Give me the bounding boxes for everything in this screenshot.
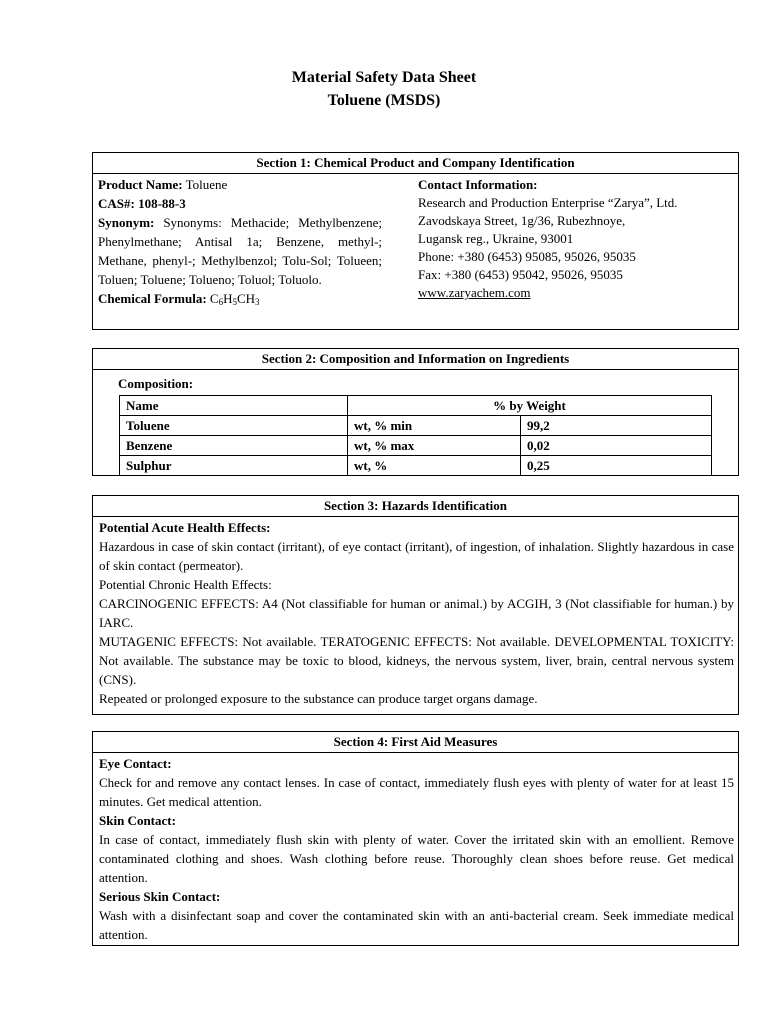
section-4 [92, 731, 739, 946]
website-link[interactable]: www.zaryachem.com [418, 285, 531, 300]
contact-line: Zavodskaya Street, 1g/36, Rubezhnoye, [418, 213, 626, 228]
product-name-value: Toluene [185, 177, 228, 192]
chemical-formula [98, 289, 382, 308]
section-2 [92, 348, 739, 476]
table-row [120, 416, 712, 436]
contact-fax: Fax: +380 (6453) 95042, 95026, 95035 [418, 267, 623, 282]
section-3 [92, 495, 739, 715]
serious-skin-contact-label: Serious Skin Contact: [99, 889, 221, 904]
composition-label: Composition: [118, 376, 194, 391]
cell-name: Sulphur [120, 456, 348, 476]
synonym-label: Synonym: [98, 215, 155, 230]
header-name: Name [120, 396, 348, 416]
chronic-label: Potential Chronic Health Effects: [99, 577, 272, 592]
cell-value: 0,25 [521, 456, 712, 476]
cell-name: Benzene [120, 436, 348, 456]
product-info [98, 175, 382, 308]
section-4-heading: Section 4: First Aid Measures [93, 732, 738, 753]
contact-info [418, 175, 736, 302]
contact-phone: Phone: +380 (6453) 95085, 95026, 95035 [418, 249, 636, 264]
first-aid-body [99, 754, 734, 944]
acute-label: Potential Acute Health Effects: [99, 520, 271, 535]
repeated-exposure-text: Repeated or prolonged exposure to the substance can produce target organs damage. [99, 691, 538, 706]
product-name-label: Product Name: [98, 177, 183, 192]
mutagenic-text: MUTAGENIC EFFECTS: Not available. TERATOGENIC EFFECTS: Not available. DEVELOPMENTAL TOXICITY: Not available. The substance may be toxic to blood, kidneys, the nervous system, liver, brain, central nervous system (CNS). [99, 634, 734, 687]
eye-contact-text: Check for and remove any contact lenses. In case of contact, immediately flush eyes with plenty of water for at least 15 minutes. Get medical attention. [99, 775, 734, 809]
section-2-heading: Section 2: Composition and Information on Ingredients [93, 349, 738, 370]
cell-unit: wt, % min [348, 416, 521, 436]
header-weight: % by Weight [348, 396, 712, 416]
cell-unit: wt, % max [348, 436, 521, 456]
table-row [120, 456, 712, 476]
formula-value: $C_6H_5CH_3$ [209, 291, 260, 307]
synonyms-block [98, 213, 382, 289]
carcinogenic-text: CARCINOGENIC EFFECTS: A4 (Not classifiable for human or animal.) by ACGIH, 3 (Not classifiable for human.) by IARC. [99, 596, 734, 630]
composition-table [119, 395, 712, 476]
document-subtitle: Toluene (MSDS) [327, 92, 441, 109]
contact-label: Contact Information: [418, 177, 538, 192]
cas-number: CAS#: 108-88-3 [98, 196, 186, 211]
cell-value: 99,2 [521, 416, 712, 436]
section-1-heading: Section 1: Chemical Product and Company Identification [93, 153, 738, 174]
cell-name: Toluene [120, 416, 348, 436]
skin-contact-label: Skin Contact: [99, 813, 176, 828]
cell-unit: wt, % [348, 456, 521, 476]
section-3-heading: Section 3: Hazards Identification [93, 496, 738, 517]
section-1 [92, 152, 739, 330]
contact-line: Lugansk reg., Ukraine, 93001 [418, 231, 574, 246]
table-header-row [120, 396, 712, 416]
synonyms-text: Synonyms: Methacide; Methylbenzene; Phenylmethane; Antisal 1a; Benzene, methyl-; Methane, phenyl-; Methylbenzol; Tolu-Sol; Tolueen; Toluen; Toluene; Tolueno; Toluol; Toluolo. [98, 215, 382, 287]
document-title: Material Safety Data Sheet [291, 69, 477, 86]
acute-text: Hazardous in case of skin contact (irritant), of eye contact (irritant), of ingestion, of inhalation. Slightly hazardous in case of skin contact (permeator). [99, 539, 734, 573]
contact-line: Research and Production Enterprise “Zarya”, Ltd. [418, 195, 678, 210]
eye-contact-label: Eye Contact: [99, 756, 172, 771]
cell-value: 0,02 [521, 436, 712, 456]
serious-skin-contact-text: Wash with a disinfectant soap and cover the contaminated skin with an anti-bacterial cream. Seek immediate medical attention. [99, 908, 734, 942]
formula-label: Chemical Formula: [98, 291, 207, 306]
table-row [120, 436, 712, 456]
skin-contact-text: In case of contact, immediately flush skin with plenty of water. Cover the irritated skin with an emollient. Remove contaminated clothing and shoes. Wash clothing before reuse. Thoroughly clean shoes before reuse. Get medical attention. [99, 832, 734, 885]
hazards-body [99, 518, 734, 708]
